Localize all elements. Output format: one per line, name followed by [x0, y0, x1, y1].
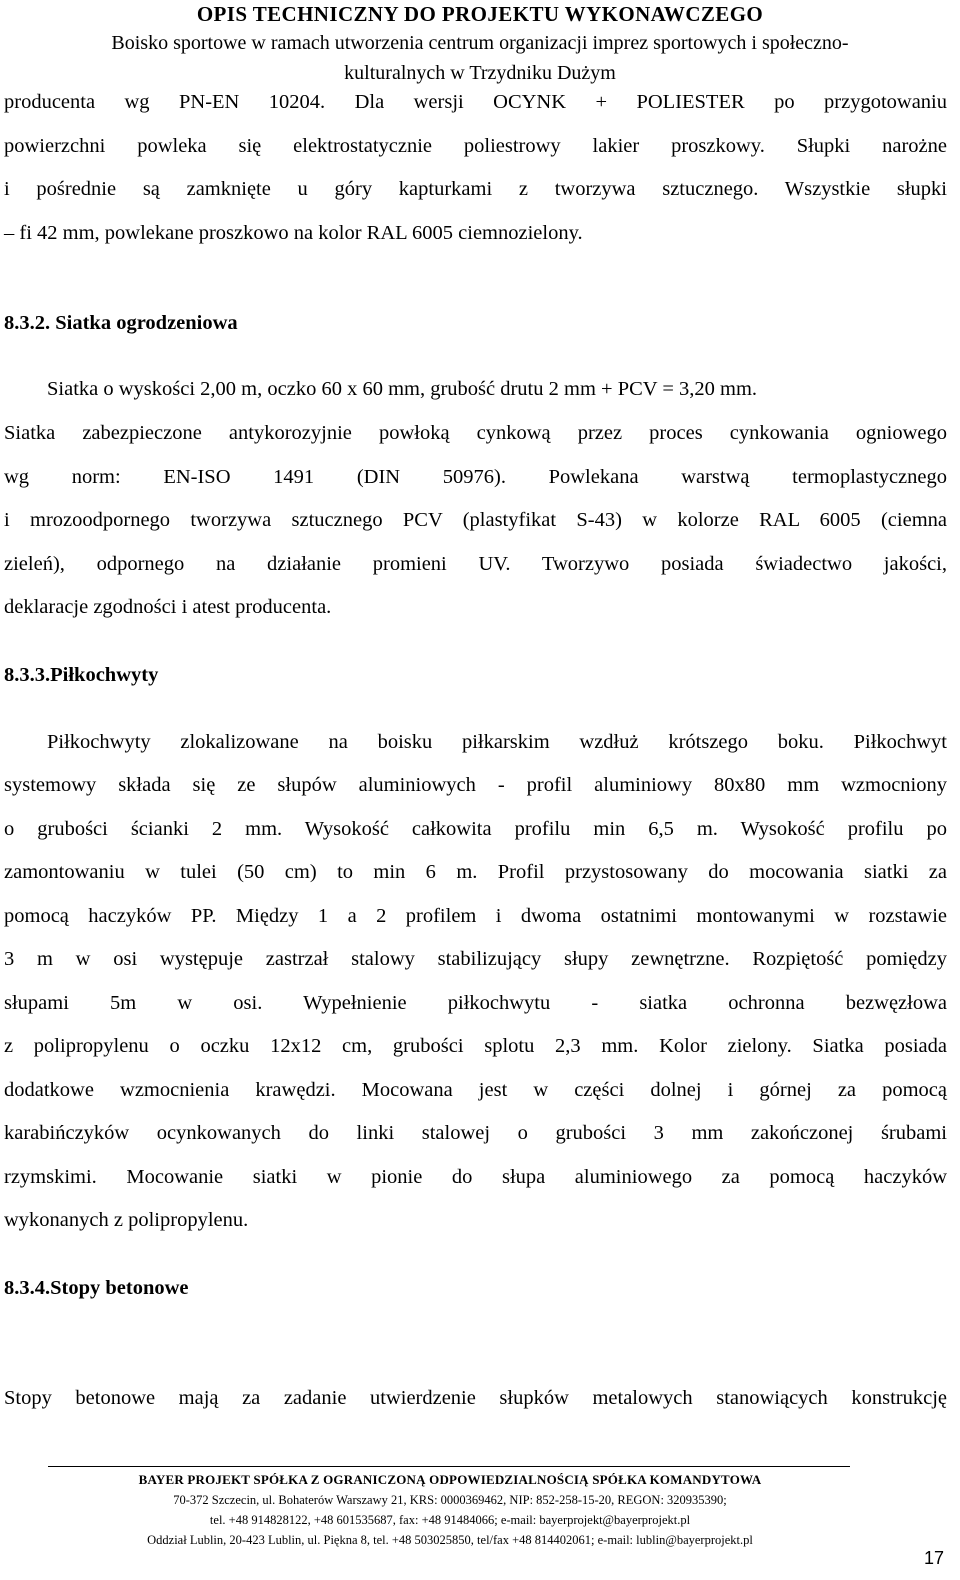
paragraph-line: rzymskimi. Mocowanie siatki w pionie do słupa aluminiowego za pomocą haczyków — [4, 1166, 947, 1188]
paragraph-line: Siatka o wyskości 2,00 m, oczko 60 x 60 mm, grubość drutu 2 mm + PCV = 3,20 mm. — [47, 378, 758, 400]
document-title: OPIS TECHNICZNY DO PROJEKTU WYKONAWCZEGO — [196, 2, 764, 26]
footer-contact: tel. +48 914828122, +48 601535687, fax: +48 91484066; e-mail: bayerprojekt@bayerprojekt.pl — [209, 1513, 691, 1527]
paragraph-line: dodatkowe wzmocnienia krawędzi. Mocowana jest w części dolnej i górnej za pomocą — [4, 1079, 947, 1101]
paragraph-line: słupami 5m w osi. Wypełnienie piłkochwytu - siatka ochronna bezwęzłowa — [4, 992, 947, 1014]
intro-line: – fi 42 mm, powlekane proszkowo na kolor RAL 6005 ciemnozielony. — [4, 222, 583, 244]
section-heading-8-3-4: 8.3.4.Stopy betonowe — [4, 1277, 189, 1299]
section-heading-8-3-3: 8.3.3.Piłkochwyty — [4, 664, 159, 686]
paragraph-line: systemowy składa się ze słupów aluminiowych - profil aluminiowy 80x80 mm wzmocniony — [4, 774, 947, 796]
paragraph-line: zieleń), odpornego na działanie promieni UV. Tworzywo posiada świadectwo jakości, — [4, 553, 947, 575]
footer-company-name: BAYER PROJEKT SPÓŁKA Z OGRANICZONĄ ODPOWIEDZIALNOŚCIĄ SPÓŁKA KOMANDYTOWA — [138, 1472, 762, 1487]
paragraph-line: karabińczyków ocynkowanych do linki stalowej o grubości 3 mm zakończonej śrubami — [4, 1122, 947, 1144]
footer-branch: Oddział Lublin, 20-423 Lublin, ul. Piękna 8, tel. +48 503025850, tel/fax +48 814402061; e-mail: lublin@bayerprojekt.pl — [147, 1533, 753, 1547]
intro-line: powierzchni powleka się elektrostatycznie poliestrowy lakier proszkowy. Słupki narożne — [4, 135, 947, 157]
paragraph-line: 3 m w osi występuje zastrzał stalowy stabilizujący słupy zewnętrzne. Rozpiętość pomiędzy — [4, 948, 947, 970]
paragraph-line: Stopy betonowe mają za zadanie utwierdzenie słupków metalowych stanowiących konstrukcję — [4, 1387, 947, 1409]
intro-line: producenta wg PN-EN 10204. Dla wersji OCYNK + POLIESTER po przygotowaniu — [4, 91, 947, 113]
paragraph-line: Piłkochwyty zlokalizowane na boisku piłkarskim wzdłuż krótszego boku. Piłkochwyt — [47, 731, 947, 753]
paragraph-line: Siatka zabezpieczone antykorozyjnie powłoką cynkową przez proces cynkowania ogniowego — [4, 422, 947, 444]
intro-line: i pośrednie są zamknięte u góry kapturkami z tworzywa sztucznego. Wszystkie słupki — [4, 178, 947, 200]
footer-divider — [48, 1466, 850, 1467]
project-subtitle-line-1: Boisko sportowe w ramach utworzenia centrum organizacji imprez sportowych i społeczno- — [111, 32, 849, 54]
paragraph-line: o grubości ścianki 2 mm. Wysokość całkowita profilu min 6,5 m. Wysokość profilu po — [4, 818, 947, 840]
paragraph-line: wg norm: EN-ISO 1491 (DIN 50976). Powlekana warstwą termoplastycznego — [4, 466, 947, 488]
paragraph-line: wykonanych z polipropylenu. — [4, 1209, 249, 1231]
paragraph-line: i mrozoodpornego tworzywa sztucznego PCV (plastyfikat S-43) w kolorze RAL 6005 (ciemna — [4, 509, 947, 531]
footer-address: 70-372 Szczecin, ul. Bohaterów Warszawy 21, KRS: 0000369462, NIP: 852-258-15-20, REGON: 320935390; — [173, 1493, 727, 1507]
paragraph-line: z polipropylenu o oczku 12x12 cm, grubości splotu 2,3 mm. Kolor zielony. Siatka posiada — [4, 1035, 947, 1057]
paragraph-line: deklaracje zgodności i atest producenta. — [4, 596, 332, 618]
project-subtitle-line-2: kulturalnych w Trzydniku Dużym — [344, 62, 616, 84]
section-heading-8-3-2: 8.3.2. Siatka ogrodzeniowa — [4, 312, 238, 334]
paragraph-line: zamontowaniu w tulei (50 cm) to min 6 m. Profil przystosowany do mocowania siatki za — [4, 861, 947, 883]
paragraph-line: pomocą haczyków PP. Między 1 a 2 profilem i dwoma ostatnimi montowanymi w rozstawie — [4, 905, 947, 927]
page-number: 17 — [924, 1548, 945, 1568]
